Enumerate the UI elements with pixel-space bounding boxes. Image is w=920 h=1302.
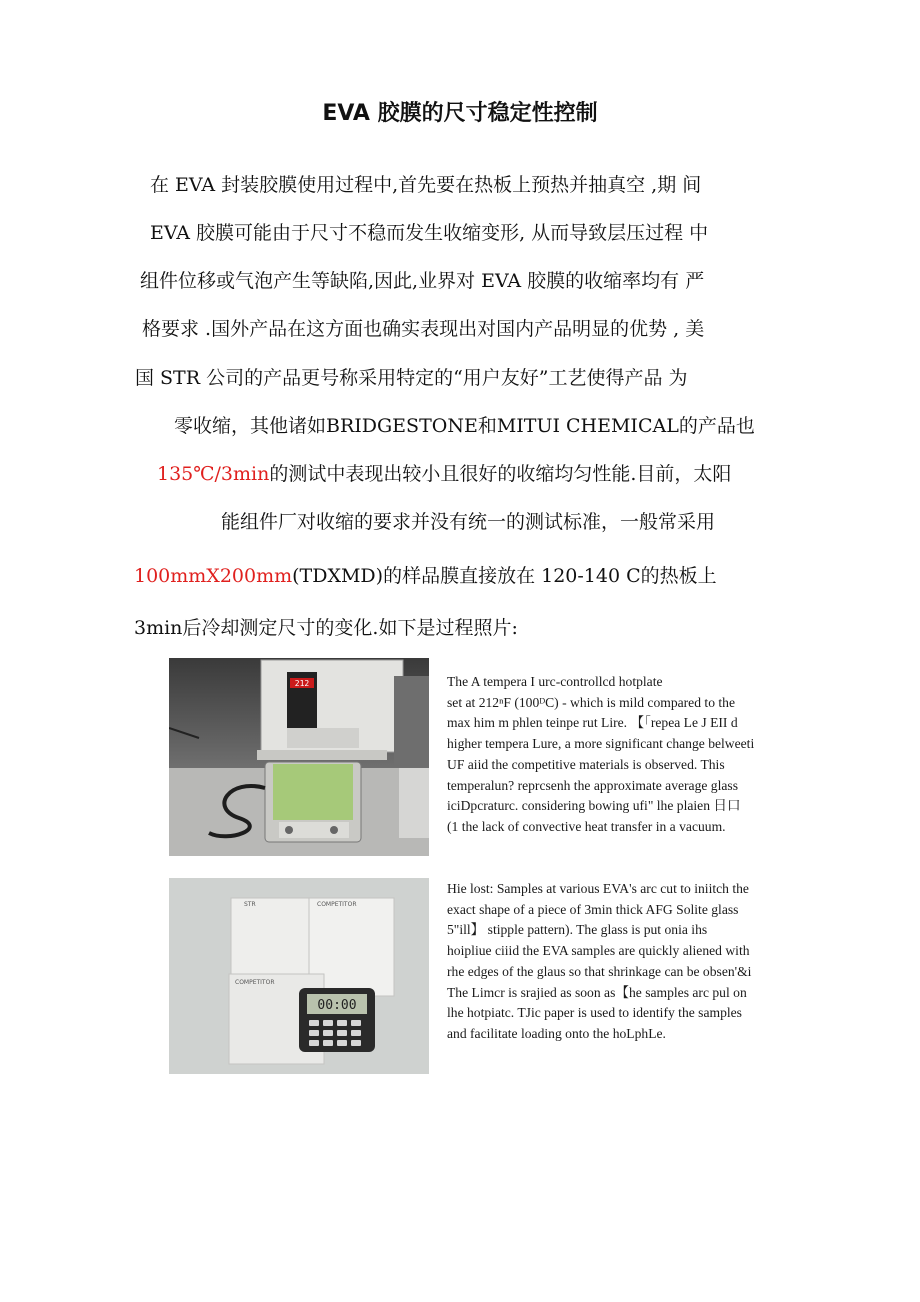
caption-line: hoipliue ciiid the EVA samples are quickly aliened with (447, 943, 750, 959)
document-title: EVA 胶膜的尺寸稳定性控制 (322, 101, 598, 126)
controller-display: 212 (294, 679, 310, 688)
caption-line: exact shape of a piece of 3min thick AFG Solite glass (447, 901, 739, 917)
sample-label-str: STR (244, 901, 256, 908)
para-line-4: 格要求 .国外产品在这方面也确实表现出对国内产品明显的优势 , 美 (142, 318, 705, 340)
para-line-9-text: (TDXMD)的样品膜直接放在 120-140 C的热板上 (292, 565, 717, 587)
samples-illustration (169, 878, 429, 1074)
hotplate-illustration (169, 658, 429, 856)
sample-label-competitor-b: COMPETITOR (317, 901, 357, 908)
highlight-condition: 135℃/3min (157, 463, 270, 485)
para-line-2: EVA 胶膜可能由于尺寸不稳而发生收缩变形, 从而导致层压过程 中 (150, 222, 709, 244)
caption-line: temperalun? reprcsenh the approximate average glass (447, 777, 738, 793)
para-line-7 (157, 462, 731, 486)
para-line-7-text: 的测试中表现出较小且很好的收缩均匀性能.目前，太阳 (269, 463, 732, 485)
caption-line: higher tempera Lure, a more significant change belweeti (447, 736, 755, 752)
para-line-8: 能组件厂对收缩的要求并没有统一的测试标准，一般常采用 (221, 511, 716, 533)
para-line-6: 零收缩，其他诸如BRIDGESTONE和MITUI CHEMICAL的产品也 (174, 415, 755, 437)
caption-line: set at 212ⁿF (100ᴰC) - which is mild compared to the (447, 694, 735, 710)
para-line-5: 国 STR 公司的产品更号称采用特定的“用户友好”工艺使得产品 为 (135, 367, 688, 389)
caption-line: The A tempera I urc-controllcd hotplate (447, 674, 663, 689)
para-line-9 (134, 564, 717, 588)
samples-photo (169, 878, 429, 1074)
caption-line: 5"ill】 stipple pattern). The glass is put onia ihs (447, 922, 708, 938)
caption-line: Hie lost: Samples at various EVA's arc cut to iniitch the (447, 881, 749, 896)
hotplate-photo (169, 658, 429, 856)
timer-display: 00:00 (317, 998, 357, 1013)
caption-line: The Limcr is srajied as soon as【he samples arc pul on (447, 984, 747, 1000)
caption-line: lhe hotpiatc. TJic paper is used to identify the samples (447, 1005, 742, 1021)
caption-line: max him m phlen teinpe rut Lire. 【「repea Le J EII d (447, 715, 738, 731)
caption-line: iciDpcraturc. considering bowing ufi" lhe plaien 日口 (447, 798, 741, 814)
caption-line: and facilitate loading onto the hoLphLe. (447, 1025, 666, 1041)
highlight-sample-size: 100mmX200mm (134, 565, 293, 587)
caption-line: UF aiid the competitive materials is observed. This (447, 756, 725, 772)
caption-line: rhe edges of the glaus so that shrinkage can be obsen'&i (447, 963, 752, 979)
sample-label-competitor-a: COMPETITOR (235, 979, 275, 986)
para-line-10: 3min后冷却测定尺寸的变化.如下是过程照片: (134, 617, 518, 639)
hotplate-caption (447, 672, 807, 838)
samples-caption (447, 879, 807, 1045)
caption-line: (1 the lack of convective heat transfer in a vacuum. (447, 818, 726, 834)
para-line-1: 在 EVA 封装胶膜使用过程中,首先要在热板上预热并抽真空 ,期 间 (150, 174, 702, 196)
para-line-3: 组件位移或气泡产生等缺陷,因此,业界对 EVA 胶膜的收缩率均有 严 (140, 270, 705, 292)
